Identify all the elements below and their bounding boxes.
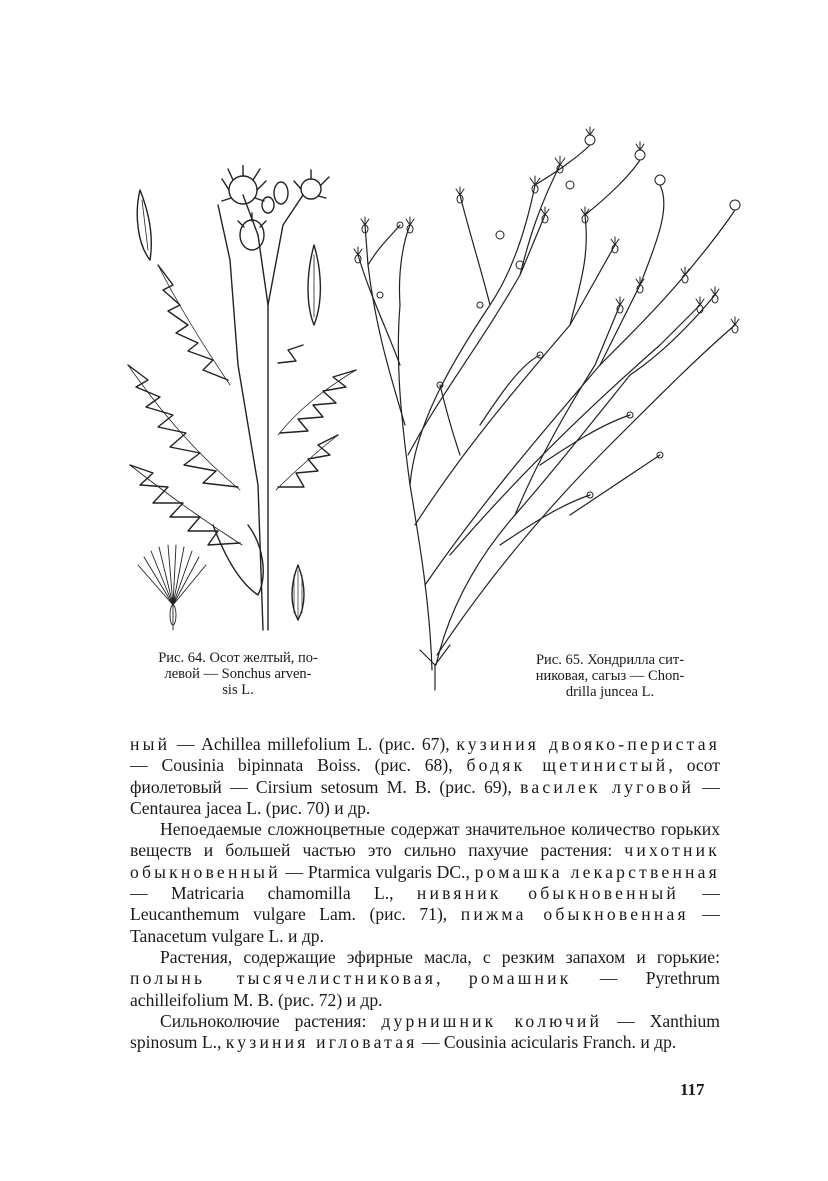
spaced-term: ромашка лекарственная bbox=[474, 861, 720, 882]
text-run: , осот фиолетовый — Cirsium setosum M. B. (рис. 69), bbox=[130, 755, 720, 797]
figure-64-caption bbox=[132, 650, 344, 698]
paragraph-2 bbox=[130, 819, 720, 947]
text-run: — Pyrethrum achilleifolium M. B. (рис. 72) и др. bbox=[130, 968, 720, 1010]
caption-line: левой — Sonchus arven- bbox=[164, 666, 312, 682]
text-run: — Matricaria chamomilla L., bbox=[130, 883, 417, 904]
spaced-term: бодяк щетинистый bbox=[466, 755, 669, 776]
spaced-term: ный bbox=[130, 734, 171, 754]
spaced-term: чихотник обыкновенный bbox=[130, 840, 720, 882]
spaced-term: кузиния двояко-перистая bbox=[456, 734, 720, 754]
text-run: — Cousinia bipinnata Boiss. (рис. 68), bbox=[130, 755, 467, 776]
caption-line: drilla juncea L. bbox=[565, 684, 655, 700]
text-run: Растения, содержащие эфирные масла, с резким запахом и горькие: bbox=[160, 946, 720, 967]
text-run: — Tanacetum vulgare L. и др. bbox=[130, 904, 720, 946]
figure-65-chondrilla-illustration bbox=[340, 125, 750, 695]
text-run: — Leucanthemum vulgare Lam. (рис. 71), bbox=[130, 883, 720, 925]
spaced-term: василек луговой bbox=[520, 776, 695, 797]
paragraph-1 bbox=[130, 734, 720, 819]
paragraph-4 bbox=[130, 1011, 720, 1054]
caption-line: Рис. 65. Хондрилла сит- bbox=[535, 652, 685, 668]
text-run: , bbox=[436, 968, 469, 989]
text-run: Непоедаемые сложноцветные содержат значительное количество горьких веществ и большей частью это сильно пахучие растения: bbox=[130, 819, 720, 861]
caption-line: Рис. 64. Осот желтый, по- bbox=[158, 650, 318, 666]
spaced-term: пижма обыкновенная bbox=[460, 904, 689, 925]
figure-65-caption bbox=[508, 652, 712, 700]
caption-line: sis L. bbox=[222, 682, 254, 698]
text-run: Сильноколючие растения: bbox=[160, 1010, 382, 1031]
spaced-term: дурнишник колючий bbox=[381, 1010, 603, 1031]
spaced-term: нивяник обыкновенный bbox=[416, 883, 680, 904]
paragraph-3 bbox=[130, 947, 720, 1011]
spaced-term: полынь тысячелистниковая bbox=[130, 968, 437, 989]
text-run: — Xanthium spinosum L., bbox=[130, 1010, 720, 1053]
figure-64-sonchus-illustration bbox=[118, 165, 358, 635]
text-run: — Cousinia acicularis Franch. и др. bbox=[417, 1032, 677, 1053]
text-run: — Achillea millefolium L. (рис. 67), bbox=[170, 734, 457, 754]
body-text bbox=[130, 734, 720, 1053]
text-run: — Centaurea jacea L. (рис. 70) и др. bbox=[130, 776, 720, 818]
caption-line: никовая, сагыз — Chon- bbox=[535, 668, 685, 684]
text-run: — Ptarmica vulgaris DC., bbox=[280, 861, 475, 882]
spaced-term: ромашник bbox=[468, 968, 572, 989]
page-number: 117 bbox=[680, 1080, 705, 1099]
spaced-term: кузиния игловатая bbox=[225, 1032, 418, 1053]
